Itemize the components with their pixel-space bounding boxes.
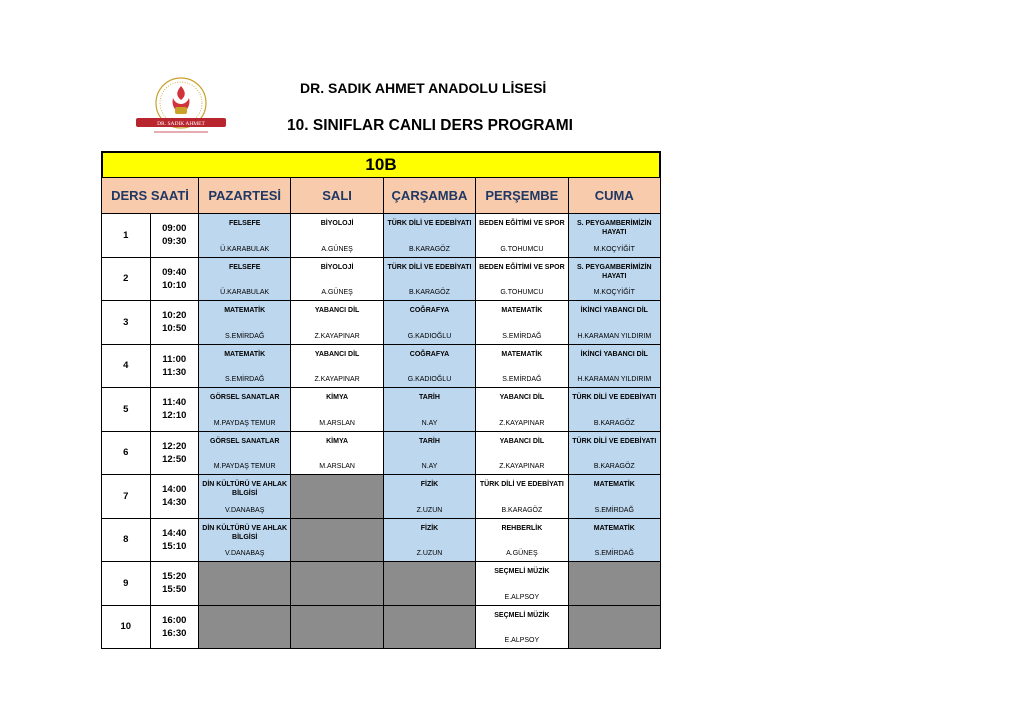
program-title: 10. SINIFLAR CANLI DERS PROGRAMI xyxy=(287,117,573,134)
teacher-label: Z.KAYAPINAR xyxy=(499,463,545,470)
lesson-time xyxy=(150,562,199,606)
lesson-cell-cuma xyxy=(568,562,660,606)
lesson-cell-pazartesi xyxy=(199,605,291,649)
lesson-time xyxy=(150,518,199,562)
lesson-cell-persembe xyxy=(476,301,568,345)
table-row xyxy=(102,344,661,388)
teacher-label: M.PAYDAŞ TEMUR xyxy=(213,419,276,427)
subject-label: COĞRAFYA xyxy=(409,307,450,314)
end-time: 10:10 xyxy=(162,279,187,291)
subject-label: S. PEYGAMBERİMİZİN HAYATI xyxy=(576,220,652,236)
schedule-table xyxy=(101,177,661,649)
subject-label: FELSEFE xyxy=(228,220,261,227)
teacher-label: A.GÜNEŞ xyxy=(321,245,353,253)
end-time: 15:10 xyxy=(162,540,187,552)
subject-label: FİZİK xyxy=(420,481,439,488)
schedule-sheet xyxy=(101,151,661,649)
start-time: 10:20 xyxy=(162,310,187,322)
lesson-cell-carsamba xyxy=(383,301,475,345)
lesson-time xyxy=(150,605,199,649)
teacher-label: S.EMİRDAĞ xyxy=(594,550,634,557)
teacher-label: B.KARAGÖZ xyxy=(593,463,635,470)
lesson-cell-pazartesi xyxy=(199,344,291,388)
lesson-cell-pazartesi xyxy=(199,518,291,562)
table-row xyxy=(102,388,661,432)
teacher-label: E.ALPSOY xyxy=(504,637,540,644)
subject-label: BEDEN EĞİTİMİ VE SPOR xyxy=(479,263,565,271)
lesson-cell-sali xyxy=(291,257,383,301)
teacher-label: G.KADIOĞLU xyxy=(407,376,452,383)
lesson-cell-cuma xyxy=(568,518,660,562)
lesson-cell-sali xyxy=(291,214,383,258)
teacher-label: S.EMİRDAĞ xyxy=(502,332,542,340)
subject-label: S. PEYGAMBERİMİZİN HAYATI xyxy=(576,263,652,280)
lesson-cell-cuma xyxy=(568,388,660,432)
table-row xyxy=(102,605,661,649)
lesson-number: 5 xyxy=(102,388,151,432)
teacher-label: M.PAYDAŞ TEMUR xyxy=(213,463,276,470)
subject-label: BİYOLOJİ xyxy=(320,220,354,227)
subject-label: TÜRK DİLİ VE EDEBİYATI xyxy=(479,481,564,488)
teacher-label: M.ARSLAN xyxy=(319,419,355,427)
lesson-cell-cuma xyxy=(568,257,660,301)
lesson-number: 10 xyxy=(102,605,151,649)
col-persembe: PERŞEMBE xyxy=(476,178,568,214)
lesson-cell-persembe xyxy=(476,388,568,432)
teacher-label: Ü.KARABULAK xyxy=(220,289,270,296)
lesson-cell-persembe xyxy=(476,344,568,388)
subject-label: TÜRK DİLİ VE EDEBİYATI xyxy=(387,220,472,227)
subject-label: TÜRK DİLİ VE EDEBİYATI xyxy=(572,437,657,445)
teacher-label: N.AY xyxy=(421,419,438,427)
lesson-cell-cuma xyxy=(568,344,660,388)
col-carsamba: ÇARŞAMBA xyxy=(383,178,475,214)
table-row xyxy=(102,257,661,301)
teacher-label: N.AY xyxy=(421,463,438,470)
teacher-label: M.ARSLAN xyxy=(319,463,355,470)
subject-label: SEÇMELİ MÜZİK xyxy=(494,611,550,619)
end-time: 14:30 xyxy=(162,497,187,509)
lesson-number: 1 xyxy=(102,214,151,258)
lesson-cell-sali xyxy=(291,605,383,649)
subject-label: MATEMATİK xyxy=(593,524,635,532)
lesson-time xyxy=(150,475,199,519)
teacher-label: A.GÜNEŞ xyxy=(321,289,353,296)
subject-label: DİN KÜLTÜRÜ VE AHLAK BİLGİSİ xyxy=(202,524,288,541)
subject-label: TÜRK DİLİ VE EDEBİYATI xyxy=(572,394,657,401)
lesson-cell-pazartesi xyxy=(199,214,291,258)
lesson-number: 6 xyxy=(102,431,151,475)
teacher-label: S.EMİRDAĞ xyxy=(225,332,265,340)
subject-label: BİYOLOJİ xyxy=(320,263,354,271)
lesson-cell-persembe xyxy=(476,431,568,475)
school-title: DR. SADIK AHMET ANADOLU LİSESİ xyxy=(300,80,547,96)
subject-label: KİMYA xyxy=(326,437,349,445)
table-row xyxy=(102,518,661,562)
subject-label: YABANCI DİL xyxy=(314,350,360,358)
subject-label: YABANCI DİL xyxy=(314,307,360,314)
lesson-cell-carsamba xyxy=(383,214,475,258)
lesson-cell-sali xyxy=(291,431,383,475)
lesson-time xyxy=(150,388,199,432)
start-time: 16:00 xyxy=(162,614,187,626)
class-banner: 10B xyxy=(101,151,661,177)
table-row xyxy=(102,301,661,345)
lesson-cell-sali xyxy=(291,562,383,606)
lesson-cell-sali xyxy=(291,301,383,345)
table-row xyxy=(102,431,661,475)
lesson-number: 2 xyxy=(102,257,151,301)
subject-label: TÜRK DİLİ VE EDEBİYATI xyxy=(387,263,472,271)
subject-label: İKİNCİ YABANCI DİL xyxy=(580,350,648,358)
lesson-cell-carsamba xyxy=(383,562,475,606)
teacher-label: Z.UZUN xyxy=(416,550,443,557)
col-cuma: CUMA xyxy=(568,178,660,214)
school-logo xyxy=(126,76,236,140)
subject-label: COĞRAFYA xyxy=(409,350,450,358)
end-time: 09:30 xyxy=(162,236,187,248)
start-time: 14:00 xyxy=(162,484,187,496)
schedule-body xyxy=(102,214,661,649)
lesson-cell-sali xyxy=(291,344,383,388)
lesson-cell-pazartesi xyxy=(199,257,291,301)
start-time: 11:00 xyxy=(162,353,187,365)
table-row xyxy=(102,475,661,519)
teacher-label: V.DANABAŞ xyxy=(224,506,265,514)
start-time: 11:40 xyxy=(162,397,187,409)
lesson-cell-carsamba xyxy=(383,344,475,388)
lesson-cell-sali xyxy=(291,518,383,562)
subject-label: MATEMATİK xyxy=(224,307,266,314)
start-time: 09:40 xyxy=(162,266,187,278)
lesson-cell-persembe xyxy=(476,257,568,301)
start-time: 12:20 xyxy=(162,440,187,452)
subject-label: İKİNCİ YABANCI DİL xyxy=(580,307,648,314)
lesson-cell-cuma xyxy=(568,605,660,649)
lesson-cell-carsamba xyxy=(383,605,475,649)
lesson-cell-pazartesi xyxy=(199,562,291,606)
lesson-time xyxy=(150,301,199,345)
col-ders-saati: DERS SAATİ xyxy=(102,178,199,214)
end-time: 16:30 xyxy=(162,627,187,639)
subject-label: GÖRSEL SANATLAR xyxy=(210,394,280,401)
lesson-cell-sali xyxy=(291,475,383,519)
start-time: 09:00 xyxy=(162,223,187,235)
end-time: 10:50 xyxy=(162,323,187,335)
lesson-cell-carsamba xyxy=(383,518,475,562)
lesson-number: 8 xyxy=(102,518,151,562)
lesson-cell-carsamba xyxy=(383,431,475,475)
teacher-label: B.KARAGÖZ xyxy=(409,289,450,296)
lesson-cell-sali xyxy=(291,388,383,432)
teacher-label: Z.UZUN xyxy=(416,506,443,514)
subject-label: TARİH xyxy=(419,394,440,401)
col-sali: SALI xyxy=(291,178,383,214)
lesson-cell-persembe xyxy=(476,518,568,562)
teacher-label: S.EMİRDAĞ xyxy=(502,376,542,383)
lesson-cell-cuma xyxy=(568,431,660,475)
teacher-label: Z.KAYAPINAR xyxy=(314,376,360,383)
subject-label: MATEMATİK xyxy=(501,350,543,358)
lesson-cell-cuma xyxy=(568,301,660,345)
end-time: 11:30 xyxy=(162,366,187,378)
subject-label: FELSEFE xyxy=(228,263,261,271)
lesson-number: 4 xyxy=(102,344,151,388)
teacher-label: M.KOÇYİĞİT xyxy=(593,245,635,253)
lesson-number: 7 xyxy=(102,475,151,519)
lesson-time xyxy=(150,214,199,258)
lesson-cell-pazartesi xyxy=(199,388,291,432)
teacher-label: H.KARAMAN YILDIRIM xyxy=(577,332,652,340)
lesson-cell-persembe xyxy=(476,214,568,258)
teacher-label: B.KARAGÖZ xyxy=(409,245,450,253)
subject-label: DİN KÜLTÜRÜ VE AHLAK BİLGİSİ xyxy=(202,481,288,497)
subject-label: MATEMATİK xyxy=(501,307,543,314)
lesson-cell-cuma xyxy=(568,214,660,258)
teacher-label: G.TOHUMCU xyxy=(500,289,544,296)
subject-label: MATEMATİK xyxy=(224,350,266,358)
lesson-time xyxy=(150,257,199,301)
teacher-label: M.KOÇYİĞİT xyxy=(593,289,635,296)
teacher-label: B.KARAGÖZ xyxy=(593,419,635,427)
lesson-number: 9 xyxy=(102,562,151,606)
teacher-label: G.TOHUMCU xyxy=(500,245,544,253)
subject-label: TARİH xyxy=(419,437,440,445)
teacher-label: Ü.KARABULAK xyxy=(220,245,270,253)
subject-label: GÖRSEL SANATLAR xyxy=(210,437,280,445)
start-time: 14:40 xyxy=(162,527,187,539)
teacher-label: A.GÜNEŞ xyxy=(506,550,538,557)
table-row xyxy=(102,562,661,606)
lesson-cell-pazartesi xyxy=(199,475,291,519)
lesson-cell-persembe xyxy=(476,562,568,606)
lesson-time xyxy=(150,344,199,388)
lesson-cell-carsamba xyxy=(383,475,475,519)
lesson-cell-persembe xyxy=(476,605,568,649)
teacher-label: S.EMİRDAĞ xyxy=(225,376,265,383)
logo-text: DR. SADIK AHMET xyxy=(157,121,205,127)
subject-label: YABANCI DİL xyxy=(499,437,545,445)
end-time: 12:10 xyxy=(162,410,187,422)
lesson-cell-persembe xyxy=(476,475,568,519)
end-time: 12:50 xyxy=(162,453,187,465)
end-time: 15:50 xyxy=(162,584,187,596)
lesson-cell-cuma xyxy=(568,475,660,519)
teacher-label: S.EMİRDAĞ xyxy=(594,506,634,514)
teacher-label: Z.KAYAPINAR xyxy=(314,332,360,340)
lesson-cell-pazartesi xyxy=(199,301,291,345)
table-row xyxy=(102,214,661,258)
subject-label: YABANCI DİL xyxy=(499,394,545,401)
subject-label: FİZİK xyxy=(420,524,439,532)
teacher-label: G.KADIOĞLU xyxy=(407,332,452,340)
col-pazartesi: PAZARTESİ xyxy=(199,178,291,214)
header-row xyxy=(102,178,661,214)
subject-label: REHBERLİK xyxy=(501,524,543,532)
lesson-time xyxy=(150,431,199,475)
lesson-cell-carsamba xyxy=(383,257,475,301)
lesson-cell-carsamba xyxy=(383,388,475,432)
teacher-label: H.KARAMAN YILDIRIM xyxy=(577,376,652,383)
lesson-number: 3 xyxy=(102,301,151,345)
subject-label: MATEMATİK xyxy=(593,481,635,488)
subject-label: SEÇMELİ MÜZİK xyxy=(494,568,550,575)
teacher-label: E.ALPSOY xyxy=(504,593,540,601)
teacher-label: B.KARAGÖZ xyxy=(501,506,543,514)
start-time: 15:20 xyxy=(162,571,187,583)
subject-label: KİMYA xyxy=(326,394,349,401)
teacher-label: Z.KAYAPINAR xyxy=(499,419,545,427)
teacher-label: V.DANABAŞ xyxy=(224,550,265,557)
lesson-cell-pazartesi xyxy=(199,431,291,475)
subject-label: BEDEN EĞİTİMİ VE SPOR xyxy=(479,220,565,227)
